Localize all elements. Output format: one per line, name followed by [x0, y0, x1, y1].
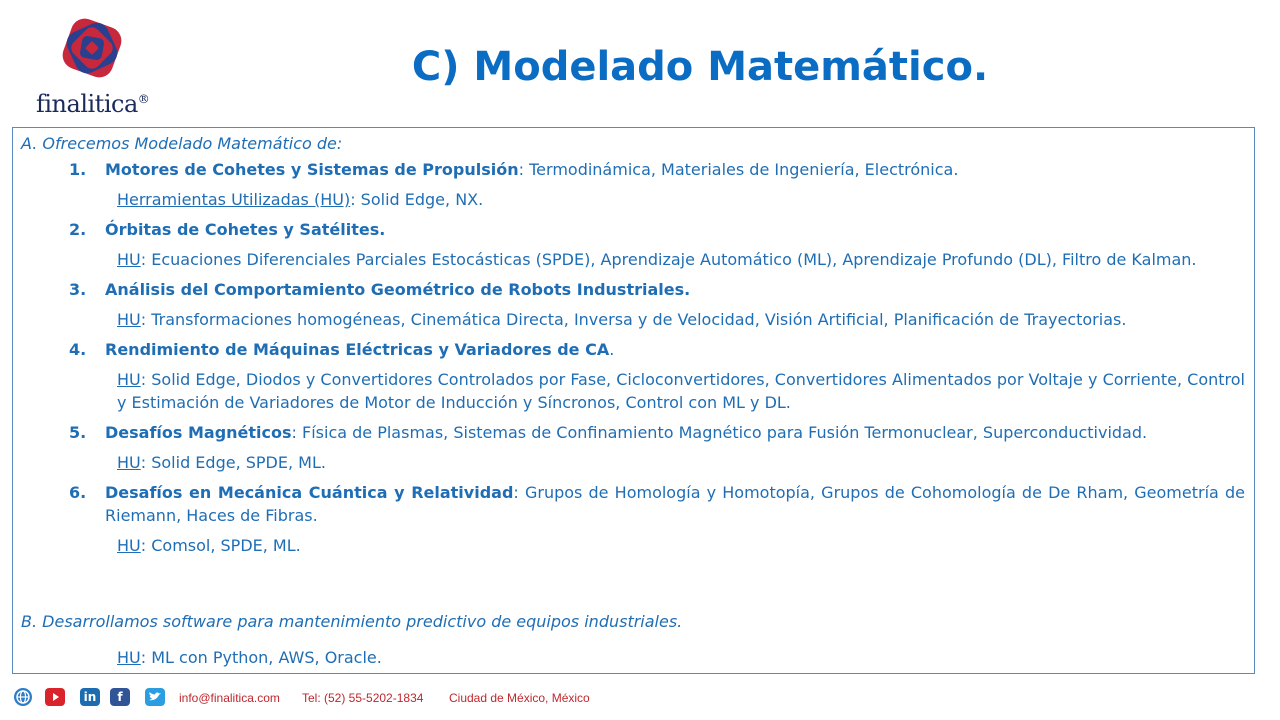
item-title: Rendimiento de Máquinas Eléctricas y Variadores de CA	[105, 340, 610, 359]
hu-text: : Solid Edge, Diodos y Convertidores Controlados por Fase, Cicloconvertidores, Convertidores Alimentados por Voltaje y Corriente, Control y Estimación de Variadores de Motor de Inducción y Síncronos, Control con ML y DL.	[117, 370, 1245, 412]
hu-line	[13, 368, 1254, 414]
item-list	[13, 158, 1254, 557]
item-title: Desafíos Magnéticos	[105, 423, 292, 442]
phone-text: Tel: (52) 55-5202-1834	[302, 691, 424, 705]
item-number: 4.	[69, 340, 87, 359]
logo-wordmark: finalitica®	[36, 90, 150, 118]
item-title: Motores de Cohetes y Sistemas de Propulsión	[105, 160, 519, 179]
hu-line	[117, 648, 382, 667]
email-link[interactable]: info@finalitica.com	[179, 691, 280, 705]
list-item	[13, 338, 1254, 361]
hu-text: : ML con Python, AWS, Oracle.	[140, 648, 382, 667]
linkedin-icon[interactable]: in	[80, 688, 100, 706]
list-item	[13, 278, 1254, 301]
logo-emblem-icon	[54, 10, 130, 86]
location-text: Ciudad de México, México	[449, 691, 590, 705]
hu-text: : Transformaciones homogéneas, Cinemática Directa, Inversa y de Velocidad, Visión Artificial, Planificación de Trayectorias.	[140, 310, 1127, 329]
section-b-label: B. Desarrollamos software para mantenimiento predictivo de equipos industriales.	[21, 612, 683, 631]
list-item	[13, 421, 1254, 444]
content-box	[12, 127, 1255, 674]
globe-icon[interactable]	[14, 688, 32, 706]
hu-text: : Solid Edge, NX.	[350, 190, 484, 209]
hu-label: HU	[117, 370, 141, 389]
hu-line	[13, 534, 1254, 557]
facebook-icon[interactable]: f	[110, 688, 130, 706]
list-item	[13, 481, 1254, 527]
footer	[14, 688, 1264, 710]
hu-line	[13, 248, 1254, 271]
item-number: 5.	[69, 423, 87, 442]
item-number: 2.	[69, 220, 87, 239]
hu-label: HU	[117, 250, 141, 269]
item-title: Desafíos en Mecánica Cuántica y Relatividad	[105, 483, 514, 502]
item-description: .	[609, 340, 615, 359]
twitter-icon[interactable]	[145, 688, 165, 706]
item-description: : Física de Plasmas, Sistemas de Confinamiento Magnético para Fusión Termonuclear, Superconductividad.	[291, 423, 1148, 442]
item-title: Análisis del Comportamiento Geométrico de Robots Industriales.	[105, 280, 691, 299]
finalitica-logo	[30, 10, 160, 122]
hu-text: : Comsol, SPDE, ML.	[140, 536, 301, 555]
item-title: Órbitas de Cohetes y Satélites.	[105, 220, 386, 239]
hu-label: HU	[117, 453, 141, 472]
item-number: 1.	[69, 160, 87, 179]
list-item	[13, 158, 1254, 181]
item-description: : Termodinámica, Materiales de Ingeniería, Electrónica.	[518, 160, 959, 179]
item-number: 6.	[69, 483, 87, 502]
hu-label: HU	[117, 310, 141, 329]
item-description: : Grupos de Homología y Homotopía, Grupos de Cohomología de De Rham, Geometría de Riemann, Haces de Fibras.	[105, 483, 1245, 525]
list-item	[13, 218, 1254, 241]
hu-label: HU	[117, 536, 141, 555]
hu-label: HU	[117, 648, 141, 667]
hu-line	[13, 188, 1254, 211]
section-a-label: A. Ofrecemos Modelado Matemático de:	[21, 134, 343, 153]
item-number: 3.	[69, 280, 87, 299]
hu-line	[13, 451, 1254, 474]
hu-text: : Solid Edge, SPDE, ML.	[140, 453, 326, 472]
page-title: C) Modelado Matemático.	[411, 44, 989, 90]
youtube-icon[interactable]	[45, 688, 65, 706]
hu-line	[13, 308, 1254, 331]
hu-label: Herramientas Utilizadas (HU)	[117, 190, 351, 209]
hu-text: : Ecuaciones Diferenciales Parciales Estocásticas (SPDE), Aprendizaje Automático (ML), Aprendizaje Profundo (DL), Filtro de Kalman.	[140, 250, 1197, 269]
